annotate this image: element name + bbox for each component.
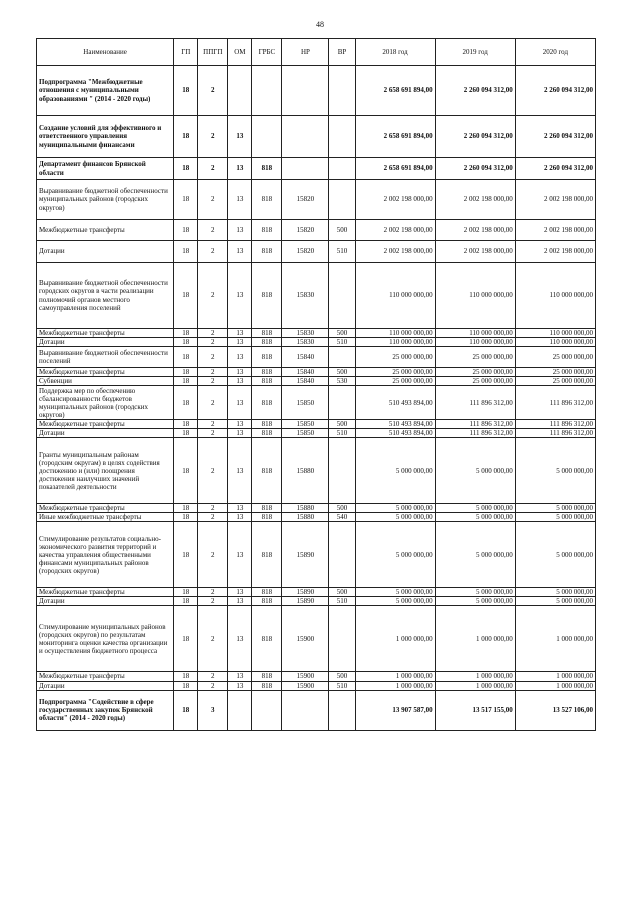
cell-om: [228, 66, 252, 116]
cell-name: Дотации: [37, 597, 174, 606]
cell-om: 13: [228, 597, 252, 606]
cell-grbs: 818: [252, 606, 282, 672]
header-vr: ВР: [329, 39, 355, 66]
cell-2019: 5 000 000,00: [435, 522, 515, 588]
cell-np: 15880: [282, 513, 329, 522]
cell-gp: 18: [174, 220, 198, 241]
cell-gp: 18: [174, 597, 198, 606]
cell-name: Дотации: [37, 681, 174, 690]
cell-grbs: 818: [252, 329, 282, 338]
cell-om: 13: [228, 672, 252, 681]
cell-om: 13: [228, 263, 252, 329]
cell-2018: 110 000 000,00: [355, 329, 435, 338]
cell-om: 13: [228, 338, 252, 347]
table-row: [37, 606, 596, 672]
cell-np: 15840: [282, 368, 329, 377]
cell-om: 13: [228, 588, 252, 597]
cell-np: 15830: [282, 338, 329, 347]
header-2019: 2019 год: [435, 39, 515, 66]
cell-vr: [329, 158, 355, 180]
cell-2020: 111 896 312,00: [515, 429, 595, 438]
table-header-row: [37, 39, 596, 66]
cell-2020: 1 000 000,00: [515, 672, 595, 681]
cell-vr: 540: [329, 513, 355, 522]
cell-np: [282, 690, 329, 730]
cell-vr: [329, 263, 355, 329]
cell-2018: 510 493 894,00: [355, 420, 435, 429]
cell-pgp: 2: [198, 420, 228, 429]
cell-gp: 18: [174, 681, 198, 690]
page-number: 48: [316, 20, 324, 29]
cell-2020: 5 000 000,00: [515, 504, 595, 513]
cell-2019: 25 000 000,00: [435, 347, 515, 368]
header-gp: ГП: [174, 39, 198, 66]
cell-2019: 2 260 094 312,00: [435, 66, 515, 116]
table-row: [37, 438, 596, 504]
cell-2018: 5 000 000,00: [355, 522, 435, 588]
cell-om: 13: [228, 438, 252, 504]
cell-2020: 5 000 000,00: [515, 522, 595, 588]
cell-pgp: 2: [198, 681, 228, 690]
cell-vr: 510: [329, 597, 355, 606]
cell-vr: [329, 116, 355, 158]
cell-name: Субвенции: [37, 377, 174, 386]
cell-np: 15820: [282, 241, 329, 263]
cell-vr: [329, 690, 355, 730]
cell-2018: 2 002 198 000,00: [355, 220, 435, 241]
table-row: [37, 386, 596, 420]
cell-name: Дотации: [37, 241, 174, 263]
cell-2018: 510 493 894,00: [355, 386, 435, 420]
cell-grbs: 818: [252, 386, 282, 420]
cell-grbs: [252, 66, 282, 116]
cell-name: Межбюджетные трансферты: [37, 504, 174, 513]
table-row: [37, 241, 596, 263]
cell-2020: 5 000 000,00: [515, 438, 595, 504]
cell-np: 15850: [282, 420, 329, 429]
cell-2019: 25 000 000,00: [435, 368, 515, 377]
cell-2019: 1 000 000,00: [435, 681, 515, 690]
header-grbs: ГРБС: [252, 39, 282, 66]
cell-name: Создание условий для эффективного и ответственного управления муниципальными финансами: [37, 116, 174, 158]
cell-pgp: 2: [198, 116, 228, 158]
cell-2018: 5 000 000,00: [355, 513, 435, 522]
cell-vr: [329, 386, 355, 420]
cell-name: Выравнивание бюджетной обеспеченности поселений: [37, 347, 174, 368]
cell-pgp: 2: [198, 368, 228, 377]
table-row: [37, 681, 596, 690]
cell-gp: 18: [174, 329, 198, 338]
cell-vr: [329, 180, 355, 220]
cell-om: 13: [228, 220, 252, 241]
cell-2020: 2 002 198 000,00: [515, 180, 595, 220]
cell-pgp: 2: [198, 386, 228, 420]
table-row: [37, 429, 596, 438]
cell-vr: [329, 522, 355, 588]
cell-2018: 5 000 000,00: [355, 504, 435, 513]
cell-2019: 2 002 198 000,00: [435, 180, 515, 220]
cell-2019: 2 260 094 312,00: [435, 158, 515, 180]
cell-gp: 18: [174, 116, 198, 158]
cell-gp: 18: [174, 606, 198, 672]
cell-np: 15890: [282, 597, 329, 606]
cell-np: 15820: [282, 180, 329, 220]
cell-2020: 2 002 198 000,00: [515, 241, 595, 263]
cell-pgp: 2: [198, 438, 228, 504]
cell-2018: 5 000 000,00: [355, 588, 435, 597]
cell-2020: 25 000 000,00: [515, 368, 595, 377]
cell-2019: 5 000 000,00: [435, 504, 515, 513]
cell-2019: 111 896 312,00: [435, 386, 515, 420]
cell-vr: [329, 347, 355, 368]
cell-grbs: 818: [252, 588, 282, 597]
cell-2020: 25 000 000,00: [515, 377, 595, 386]
cell-np: 15880: [282, 504, 329, 513]
cell-gp: 18: [174, 368, 198, 377]
cell-name: Межбюджетные трансферты: [37, 368, 174, 377]
cell-2020: 2 260 094 312,00: [515, 66, 595, 116]
cell-grbs: 818: [252, 504, 282, 513]
cell-2018: 2 658 691 894,00: [355, 66, 435, 116]
cell-gp: 18: [174, 241, 198, 263]
cell-pgp: 2: [198, 513, 228, 522]
cell-2018: 1 000 000,00: [355, 672, 435, 681]
cell-vr: 500: [329, 368, 355, 377]
cell-om: 13: [228, 116, 252, 158]
cell-vr: 510: [329, 241, 355, 263]
table-row: [37, 377, 596, 386]
cell-name: Департамент финансов Брянской области: [37, 158, 174, 180]
cell-np: [282, 158, 329, 180]
cell-grbs: 818: [252, 368, 282, 377]
cell-pgp: 2: [198, 429, 228, 438]
cell-2019: 110 000 000,00: [435, 329, 515, 338]
cell-vr: 510: [329, 681, 355, 690]
table-row: [37, 504, 596, 513]
cell-grbs: 818: [252, 429, 282, 438]
cell-np: [282, 116, 329, 158]
cell-grbs: 818: [252, 513, 282, 522]
cell-om: 13: [228, 522, 252, 588]
cell-gp: 18: [174, 386, 198, 420]
cell-2019: 13 517 155,00: [435, 690, 515, 730]
cell-2018: 2 658 691 894,00: [355, 116, 435, 158]
header-name: Наименование: [37, 39, 174, 66]
cell-2018: 1 000 000,00: [355, 606, 435, 672]
cell-2020: 111 896 312,00: [515, 420, 595, 429]
cell-2020: 25 000 000,00: [515, 347, 595, 368]
cell-2019: 1 000 000,00: [435, 672, 515, 681]
cell-np: 15900: [282, 681, 329, 690]
table-row: [37, 672, 596, 681]
table-row: [37, 180, 596, 220]
cell-vr: 500: [329, 672, 355, 681]
cell-pgp: 2: [198, 66, 228, 116]
cell-vr: 500: [329, 329, 355, 338]
cell-np: 15890: [282, 588, 329, 597]
cell-pgp: 2: [198, 377, 228, 386]
cell-grbs: 818: [252, 180, 282, 220]
cell-gp: 18: [174, 513, 198, 522]
cell-pgp: 2: [198, 329, 228, 338]
cell-gp: 18: [174, 347, 198, 368]
cell-name: Межбюджетные трансферты: [37, 420, 174, 429]
cell-pgp: 2: [198, 158, 228, 180]
cell-2019: 5 000 000,00: [435, 513, 515, 522]
cell-2020: 5 000 000,00: [515, 597, 595, 606]
cell-name: Стимулирование муниципальных районов (городских округов) по результатам мониторинга оценки качества организации и осуществления бюджетного процесса: [37, 606, 174, 672]
cell-grbs: 818: [252, 420, 282, 429]
cell-2018: 25 000 000,00: [355, 377, 435, 386]
cell-2020: 111 896 312,00: [515, 386, 595, 420]
cell-name: Межбюджетные трансферты: [37, 329, 174, 338]
cell-name: Выравнивание бюджетной обеспеченности городских округов в части реализации полномочий органов местного самоуправления поселений: [37, 263, 174, 329]
table-row: [37, 220, 596, 241]
cell-grbs: 818: [252, 241, 282, 263]
cell-grbs: 818: [252, 220, 282, 241]
cell-2018: 110 000 000,00: [355, 263, 435, 329]
cell-grbs: 818: [252, 377, 282, 386]
cell-gp: 18: [174, 420, 198, 429]
cell-gp: 18: [174, 438, 198, 504]
cell-om: 13: [228, 504, 252, 513]
cell-pgp: 2: [198, 263, 228, 329]
table-row: [37, 588, 596, 597]
cell-om: 13: [228, 681, 252, 690]
cell-grbs: [252, 116, 282, 158]
cell-name: Дотации: [37, 429, 174, 438]
cell-vr: [329, 66, 355, 116]
cell-2018: 510 493 894,00: [355, 429, 435, 438]
cell-grbs: 818: [252, 263, 282, 329]
cell-om: [228, 690, 252, 730]
cell-np: 15900: [282, 606, 329, 672]
cell-name: Подпрограмма "Содействие в сфере государственных закупок Брянской области" (2014 - 2020 годы): [37, 690, 174, 730]
cell-gp: 18: [174, 180, 198, 220]
cell-vr: 500: [329, 420, 355, 429]
table-row: [37, 263, 596, 329]
table-row: [37, 522, 596, 588]
cell-grbs: 818: [252, 338, 282, 347]
cell-pgp: 2: [198, 180, 228, 220]
cell-om: 13: [228, 377, 252, 386]
cell-np: 15890: [282, 522, 329, 588]
cell-2020: 110 000 000,00: [515, 263, 595, 329]
cell-om: 13: [228, 158, 252, 180]
header-pgp: ППГП: [198, 39, 228, 66]
cell-2019: 1 000 000,00: [435, 606, 515, 672]
cell-vr: [329, 606, 355, 672]
cell-vr: 510: [329, 429, 355, 438]
cell-gp: 18: [174, 588, 198, 597]
cell-2018: 5 000 000,00: [355, 597, 435, 606]
cell-2020: 5 000 000,00: [515, 513, 595, 522]
cell-2020: 1 000 000,00: [515, 606, 595, 672]
table-row: [37, 513, 596, 522]
cell-om: 13: [228, 329, 252, 338]
table-row: [37, 116, 596, 158]
cell-2019: 25 000 000,00: [435, 377, 515, 386]
cell-name: Поддержка мер по обеспечению сбалансированности бюджетов муниципальных районов (городских округов): [37, 386, 174, 420]
cell-2019: 5 000 000,00: [435, 588, 515, 597]
cell-gp: 18: [174, 66, 198, 116]
cell-np: 15840: [282, 377, 329, 386]
cell-grbs: [252, 690, 282, 730]
cell-pgp: 2: [198, 504, 228, 513]
cell-name: Стимулирование результатов социально-экономического развития территорий и качества управления общественными финансами муниципальных районов (городских округов): [37, 522, 174, 588]
cell-pgp: 2: [198, 606, 228, 672]
table-row: [37, 338, 596, 347]
cell-om: 13: [228, 429, 252, 438]
cell-pgp: 3: [198, 690, 228, 730]
cell-2018: 2 002 198 000,00: [355, 241, 435, 263]
cell-2020: 2 260 094 312,00: [515, 116, 595, 158]
cell-np: 15850: [282, 429, 329, 438]
cell-grbs: 818: [252, 597, 282, 606]
cell-pgp: 2: [198, 338, 228, 347]
budget-table: [36, 38, 596, 731]
cell-om: 13: [228, 420, 252, 429]
cell-gp: 18: [174, 522, 198, 588]
cell-2020: 110 000 000,00: [515, 329, 595, 338]
cell-name: Дотации: [37, 338, 174, 347]
cell-vr: [329, 438, 355, 504]
cell-grbs: 818: [252, 158, 282, 180]
cell-2019: 2 002 198 000,00: [435, 220, 515, 241]
cell-name: Межбюджетные трансферты: [37, 220, 174, 241]
table-row: [37, 158, 596, 180]
cell-2018: 25 000 000,00: [355, 368, 435, 377]
cell-np: 15820: [282, 220, 329, 241]
cell-2019: 111 896 312,00: [435, 429, 515, 438]
cell-np: 15850: [282, 386, 329, 420]
cell-2020: 1 000 000,00: [515, 681, 595, 690]
table-row: [37, 66, 596, 116]
cell-np: 15880: [282, 438, 329, 504]
cell-grbs: 818: [252, 672, 282, 681]
cell-om: 13: [228, 180, 252, 220]
cell-pgp: 2: [198, 597, 228, 606]
table-row: [37, 597, 596, 606]
cell-name: Межбюджетные трансферты: [37, 672, 174, 681]
cell-2019: 111 896 312,00: [435, 420, 515, 429]
cell-gp: 18: [174, 377, 198, 386]
cell-name: Межбюджетные трансферты: [37, 588, 174, 597]
cell-2019: 2 002 198 000,00: [435, 241, 515, 263]
cell-om: 13: [228, 347, 252, 368]
cell-gp: 18: [174, 158, 198, 180]
header-np: НР: [282, 39, 329, 66]
cell-name: Гранты муниципальным районам (городским округам) в целях содействия достижению и (или) поощрения достижения наилучших значений показателей деятельности: [37, 438, 174, 504]
table-row: [37, 347, 596, 368]
cell-2020: 2 002 198 000,00: [515, 220, 595, 241]
cell-2018: 2 002 198 000,00: [355, 180, 435, 220]
cell-om: 13: [228, 368, 252, 377]
cell-2018: 110 000 000,00: [355, 338, 435, 347]
cell-gp: 18: [174, 672, 198, 681]
cell-2018: 2 658 691 894,00: [355, 158, 435, 180]
cell-gp: 18: [174, 504, 198, 513]
cell-name: Иные межбюджетные трансферты: [37, 513, 174, 522]
cell-gp: 18: [174, 338, 198, 347]
cell-pgp: 2: [198, 588, 228, 597]
cell-pgp: 2: [198, 672, 228, 681]
cell-vr: 530: [329, 377, 355, 386]
cell-2020: 2 260 094 312,00: [515, 158, 595, 180]
cell-pgp: 2: [198, 220, 228, 241]
cell-np: 15830: [282, 329, 329, 338]
cell-np: 15830: [282, 263, 329, 329]
cell-2018: 13 907 587,00: [355, 690, 435, 730]
cell-name: Подпрограмма "Межбюджетные отношения с муниципальными образованиями " (2014 - 2020 годы): [37, 66, 174, 116]
cell-gp: 18: [174, 429, 198, 438]
cell-np: 15900: [282, 672, 329, 681]
cell-pgp: 2: [198, 522, 228, 588]
cell-grbs: 818: [252, 347, 282, 368]
table-row: [37, 690, 596, 730]
cell-np: [282, 66, 329, 116]
cell-grbs: 818: [252, 522, 282, 588]
cell-2020: 110 000 000,00: [515, 338, 595, 347]
table-row: [37, 329, 596, 338]
cell-gp: 18: [174, 690, 198, 730]
cell-2019: 2 260 094 312,00: [435, 116, 515, 158]
cell-pgp: 2: [198, 347, 228, 368]
cell-om: 13: [228, 241, 252, 263]
cell-2019: 5 000 000,00: [435, 597, 515, 606]
cell-2020: 13 527 106,00: [515, 690, 595, 730]
cell-2018: 5 000 000,00: [355, 438, 435, 504]
cell-om: 13: [228, 386, 252, 420]
cell-vr: 500: [329, 220, 355, 241]
cell-2020: 5 000 000,00: [515, 588, 595, 597]
cell-om: 13: [228, 606, 252, 672]
cell-2019: 5 000 000,00: [435, 438, 515, 504]
cell-name: Выравнивание бюджетной обеспеченности муниципальных районов (городских округов): [37, 180, 174, 220]
cell-pgp: 2: [198, 241, 228, 263]
cell-grbs: 818: [252, 681, 282, 690]
cell-om: 13: [228, 513, 252, 522]
header-om: ОМ: [228, 39, 252, 66]
table-row: [37, 368, 596, 377]
cell-2019: 110 000 000,00: [435, 338, 515, 347]
header-2020: 2020 год: [515, 39, 595, 66]
cell-gp: 18: [174, 263, 198, 329]
cell-np: 15840: [282, 347, 329, 368]
cell-2019: 110 000 000,00: [435, 263, 515, 329]
cell-vr: 500: [329, 504, 355, 513]
header-2018: 2018 год: [355, 39, 435, 66]
table-row: [37, 420, 596, 429]
cell-2018: 25 000 000,00: [355, 347, 435, 368]
cell-vr: 500: [329, 588, 355, 597]
cell-grbs: 818: [252, 438, 282, 504]
cell-vr: 510: [329, 338, 355, 347]
cell-2018: 1 000 000,00: [355, 681, 435, 690]
